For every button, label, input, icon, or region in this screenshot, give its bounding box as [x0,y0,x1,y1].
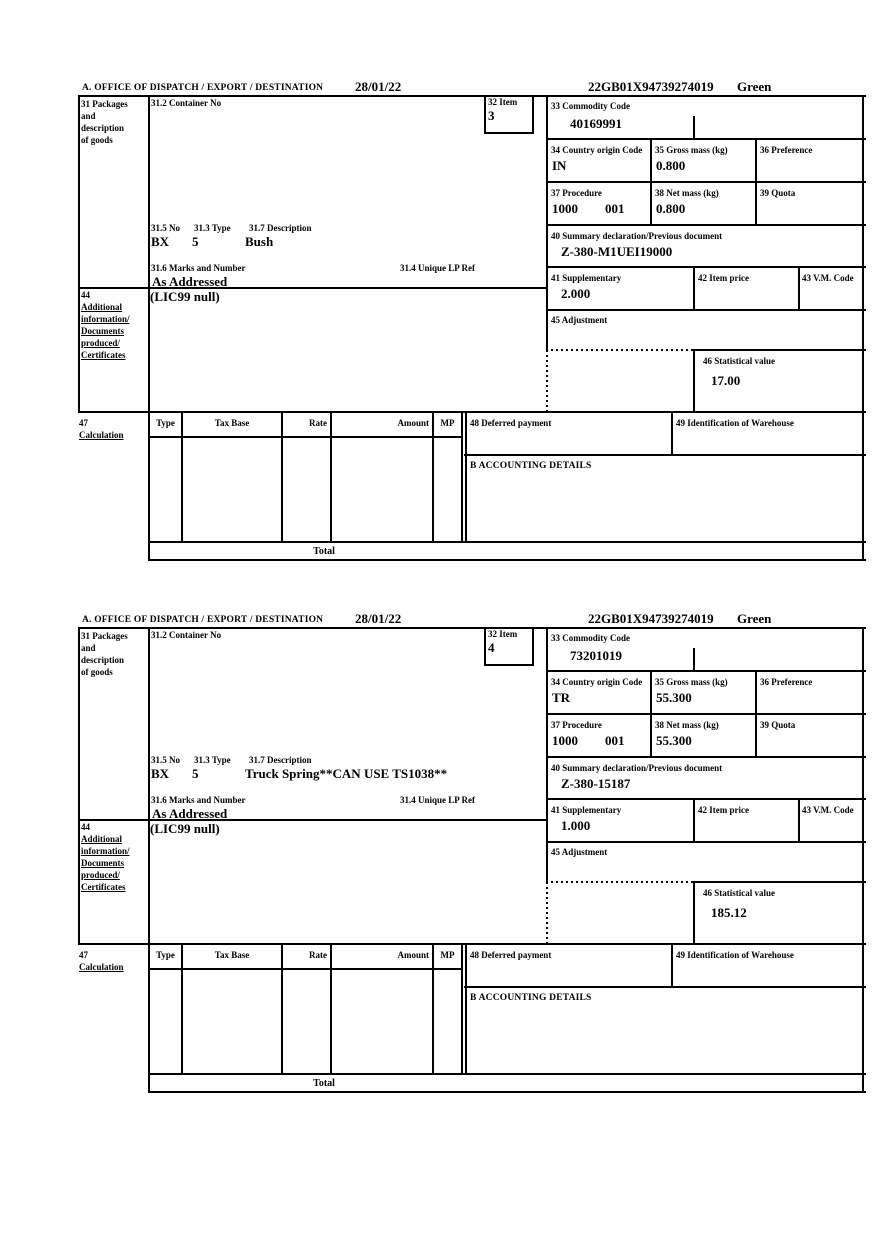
statistical-value: 185.12 [711,905,747,920]
unique-lp-ref-label: 31.4 Unique LP Ref [400,795,476,805]
warehouse-id-label: 49 Identification of Warehouse [676,418,794,428]
package-type-label: 31.3 Type [194,223,231,233]
box44-label-line3: information/ [81,846,130,856]
item-box-label: 32 Item [488,629,518,639]
net-mass-label: 38 Net mass (kg) [655,188,719,198]
supplementary-label: 41 Supplementary [551,805,622,815]
gross-mass-value: 0.800 [656,158,686,173]
container-no-label: 31.2 Container No [151,630,222,640]
statistical-value: 17.00 [711,373,741,388]
statistical-value-label: 46 Statistical value [703,888,775,898]
declaration-item-form-1 [78,79,866,566]
col-header-rate: Rate [309,418,327,428]
routing-status: Green [737,79,772,94]
gross-mass-label: 35 Gross mass (kg) [655,145,728,155]
box44-label-line1: 44 [81,290,90,300]
total-label: Total [313,546,335,557]
col-header-type: Type [156,950,175,960]
vm-code-label: 43 V.M. Code [802,273,854,283]
col-header-amount: Amount [397,950,429,960]
box44-label-line5: produced/ [81,870,120,880]
col-header-amount: Amount [397,418,429,428]
procedure-value: 1000 [552,733,578,748]
country-origin-label: 34 Country origin Code [551,677,643,687]
adjustment-label: 45 Adjustment [551,847,608,857]
marks-number-label: 31.6 Marks and Number [151,263,246,273]
box44-label-line6: Certificates [81,350,126,360]
gross-mass-label: 35 Gross mass (kg) [655,677,728,687]
goods-description-value: Bush [245,234,274,249]
commodity-code-label: 33 Commodity Code [551,101,630,111]
form-grid-lines [78,616,866,1098]
office-of-dispatch-header: A. OFFICE OF DISPATCH / EXPORT / DESTINATION [82,615,324,625]
preference-label: 36 Preference [760,145,813,155]
box31-label-line3: description [81,655,125,665]
procedure-value: 1000 [552,201,578,216]
country-origin-label: 34 Country origin Code [551,145,643,155]
box31-label-line2: and [81,643,96,653]
supplementary-value: 1.000 [561,818,591,833]
summary-declaration-label: 40 Summary declaration/Previous document [551,763,723,773]
commodity-code-value: 73201019 [570,648,622,663]
container-no-label: 31.2 Container No [151,98,222,108]
accounting-details-label: B ACCOUNTING DETAILS [470,993,592,1003]
col-header-type: Type [156,418,175,428]
declaration-date: 28/01/22 [355,611,402,626]
declaration-date: 28/01/22 [355,79,402,94]
country-origin-value: TR [552,690,571,705]
box31-label-line1: 31 Packages [81,631,128,641]
unique-lp-ref-label: 31.4 Unique LP Ref [400,263,476,273]
quota-label: 39 Quota [760,720,796,730]
procedure-value-2: 001 [605,733,625,748]
package-code-value: BX [151,766,170,781]
deferred-payment-label: 48 Deferred payment [470,950,552,960]
additional-information-value: (LIC99 null) [150,289,220,304]
statistical-value-label: 46 Statistical value [703,356,775,366]
box47-label-line2: Calculation [79,962,124,972]
net-mass-label: 38 Net mass (kg) [655,720,719,730]
procedure-value-2: 001 [605,201,625,216]
col-header-mp: MP [440,418,455,428]
item-box-label: 32 Item [488,97,518,107]
item-price-label: 42 Item price [698,273,749,283]
routing-status: Green [737,611,772,626]
marks-number-label: 31.6 Marks and Number [151,795,246,805]
procedure-label: 37 Procedure [551,720,602,730]
declaration-reference: 22GB01X94739274019 [588,79,714,94]
accounting-details-label: B ACCOUNTING DETAILS [470,461,592,471]
commodity-code-value: 40169991 [570,116,622,131]
gross-mass-value: 55.300 [656,690,692,705]
quota-label: 39 Quota [760,188,796,198]
item-number-value: 4 [488,640,495,655]
deferred-payment-label: 48 Deferred payment [470,418,552,428]
box44-label-line4: Documents [81,326,124,336]
package-type-value: 5 [192,234,199,249]
box44-label-line1: 44 [81,822,90,832]
summary-declaration-label: 40 Summary declaration/Previous document [551,231,723,241]
box44-label-line3: information/ [81,314,130,324]
net-mass-value: 0.800 [656,201,686,216]
box44-label-line4: Documents [81,858,124,868]
additional-information-value: (LIC99 null) [150,821,220,836]
package-no-label: 31.5 No [151,223,180,233]
declaration-item-form-2 [78,611,866,1098]
package-type-value: 5 [192,766,199,781]
net-mass-value: 55.300 [656,733,692,748]
total-label: Total [313,1078,335,1089]
item-price-label: 42 Item price [698,805,749,815]
package-type-label: 31.3 Type [194,755,231,765]
declaration-reference: 22GB01X94739274019 [588,611,714,626]
box31-label-line2: and [81,111,96,121]
office-of-dispatch-header: A. OFFICE OF DISPATCH / EXPORT / DESTINATION [82,83,324,93]
supplementary-value: 2.000 [561,286,591,301]
box44-label-line5: produced/ [81,338,120,348]
preference-label: 36 Preference [760,677,813,687]
warehouse-id-label: 49 Identification of Warehouse [676,950,794,960]
box47-label-line1: 47 [79,418,88,428]
box47-label-line1: 47 [79,950,88,960]
description-label: 31.7 Description [249,755,312,765]
marks-number-value: As Addressed [152,274,228,289]
previous-document-value: Z-380-15187 [561,776,631,791]
marks-number-value: As Addressed [152,806,228,821]
box31-label-line3: description [81,123,125,133]
box44-label-line2: Additional [81,302,123,312]
col-header-tax-base: Tax Base [214,950,250,960]
previous-document-value: Z-380-M1UEI19000 [561,244,673,259]
goods-description-value: Truck Spring**CAN USE TS1038** [245,766,448,781]
col-header-mp: MP [440,950,455,960]
box31-label-line4: of goods [81,135,113,145]
box47-label-line2: Calculation [79,430,124,440]
package-no-label: 31.5 No [151,755,180,765]
vm-code-label: 43 V.M. Code [802,805,854,815]
col-header-rate: Rate [309,950,327,960]
box31-label-line4: of goods [81,667,113,677]
item-number-value: 3 [488,108,495,123]
form-grid-lines [78,84,866,566]
box44-label-line6: Certificates [81,882,126,892]
box44-label-line2: Additional [81,834,123,844]
procedure-label: 37 Procedure [551,188,602,198]
supplementary-label: 41 Supplementary [551,273,622,283]
description-label: 31.7 Description [249,223,312,233]
box31-label-line1: 31 Packages [81,99,128,109]
adjustment-label: 45 Adjustment [551,315,608,325]
commodity-code-label: 33 Commodity Code [551,633,630,643]
package-code-value: BX [151,234,170,249]
country-origin-value: IN [552,158,567,173]
col-header-tax-base: Tax Base [214,418,250,428]
